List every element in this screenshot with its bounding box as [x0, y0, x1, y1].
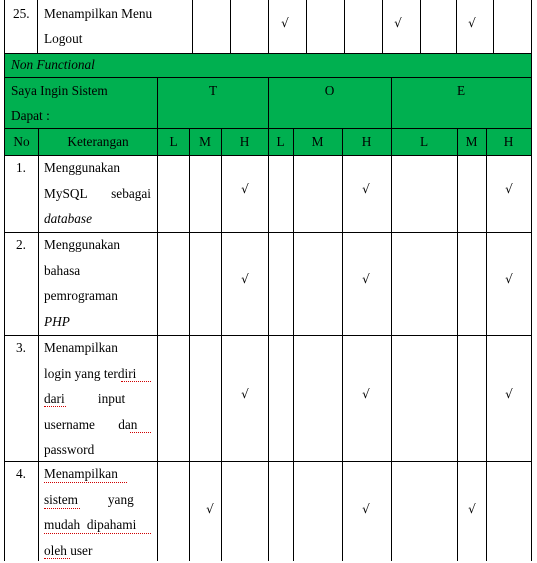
- grid-line: [457, 128, 458, 561]
- row-2-description: [44, 232, 151, 334]
- row-1-line-2: MySQL sebagai: [44, 181, 151, 207]
- grid-line: [293, 128, 294, 561]
- row-1-number: 1.: [16, 155, 26, 181]
- row-1-check-e-h: √: [501, 182, 517, 196]
- row-3-line-3: dari input: [44, 386, 151, 412]
- row-25-number: 25.: [13, 1, 30, 27]
- grid-line: [268, 77, 269, 561]
- grid-line: [189, 128, 190, 561]
- row-4-check-o-h: √: [358, 502, 374, 516]
- grid-line: [344, 0, 345, 53]
- grid-line: [486, 128, 487, 561]
- grid-line: [230, 0, 231, 53]
- row-3-squiggle-dan: [130, 430, 151, 433]
- grid-line: [192, 0, 193, 53]
- grid-line: [306, 0, 307, 53]
- header-saya-line-1: Saya Ingin Sistem: [11, 78, 108, 104]
- header-e-h: H: [486, 129, 531, 155]
- grid-line: [382, 0, 383, 53]
- header-group-e: E: [391, 78, 531, 104]
- row-2-check-e-h: √: [501, 272, 517, 286]
- row-2-check-t-h: √: [237, 272, 253, 286]
- grid-line: [456, 0, 457, 53]
- row-25-check-t-l: √: [277, 16, 293, 30]
- row-4-squiggle-mudah: [44, 531, 151, 534]
- row-1-line-3: database: [44, 206, 151, 232]
- row-1-check-t-h: √: [237, 182, 253, 196]
- row-3-check-t-h: √: [237, 387, 253, 401]
- grid-line: [37, 0, 38, 53]
- row-4-line-4: oleh user: [44, 538, 151, 563]
- row-2-line-2: bahasa: [44, 258, 151, 284]
- grid-line: [391, 77, 392, 561]
- row-25-check-e-l: √: [464, 16, 480, 30]
- row-4-line-1: Menampilkan: [44, 461, 151, 487]
- non-functional-title: Non Functional: [11, 52, 95, 78]
- grid-line: [420, 0, 421, 53]
- header-e-m: M: [457, 129, 486, 155]
- row-25-check-o-l: √: [390, 16, 406, 30]
- grid-line: [493, 0, 494, 53]
- row-4-squiggle-sistem: [44, 506, 80, 509]
- row-4-line-3: mudah dipahami: [44, 512, 151, 538]
- row-3-line-1: Menampilkan: [44, 335, 151, 361]
- row-2-check-o-h: √: [358, 272, 374, 286]
- row-4-description: [44, 461, 151, 563]
- grid-line: [531, 0, 532, 561]
- header-no: No: [5, 129, 38, 155]
- row-2-line-4: PHP: [44, 309, 151, 335]
- grid-line: [221, 128, 222, 561]
- row-3-number: 3.: [16, 335, 26, 361]
- header-t-l: L: [158, 129, 189, 155]
- row-3-check-e-h: √: [501, 387, 517, 401]
- row-3-line-4: username dan: [44, 412, 151, 438]
- row-3-squiggle-terdiri: [121, 379, 151, 382]
- row-1-check-o-h: √: [358, 182, 374, 196]
- header-o-l: L: [268, 129, 293, 155]
- header-o-m: M: [293, 129, 342, 155]
- row-1-description: [44, 155, 151, 232]
- row-3-line-5: password: [44, 437, 151, 463]
- grid-line: [4, 0, 5, 561]
- header-group-o: O: [268, 78, 391, 104]
- header-t-h: H: [221, 129, 268, 155]
- row-4-squiggle-oleh: [44, 556, 70, 559]
- row-4-line-2: sistem yang: [44, 487, 151, 513]
- header-saya-line-2: Dapat :: [11, 103, 50, 129]
- row-3-description: [44, 335, 151, 463]
- grid-line: [157, 77, 158, 561]
- row-4-check-e-m: √: [464, 502, 480, 516]
- row-4-check-t-m: √: [202, 502, 218, 516]
- grid-line: [4, 53, 531, 54]
- row-3-line-2: login yang terdiri: [44, 361, 151, 387]
- header-group-t: T: [158, 78, 268, 104]
- grid-line: [38, 128, 39, 561]
- header-o-h: H: [342, 129, 391, 155]
- row-25-description-line-2: Logout: [44, 26, 82, 52]
- row-25-description-line-1: Menampilkan Menu: [44, 1, 152, 27]
- row-3-squiggle-dari: [44, 404, 66, 407]
- row-2-line-1: Menggunakan: [44, 232, 151, 258]
- header-e-l: L: [391, 129, 457, 155]
- header-t-m: M: [189, 129, 221, 155]
- grid-line: [342, 128, 343, 561]
- row-2-line-3: pemrograman: [44, 283, 151, 309]
- row-2-number: 2.: [16, 232, 26, 258]
- row-4-number: 4.: [16, 461, 26, 487]
- grid-line: [268, 0, 269, 53]
- row-3-check-o-h: √: [358, 387, 374, 401]
- header-keterangan: Keterangan: [38, 129, 158, 155]
- row-4-squiggle-menampilkan: [44, 480, 127, 483]
- row-1-line-1: Menggunakan: [44, 155, 151, 181]
